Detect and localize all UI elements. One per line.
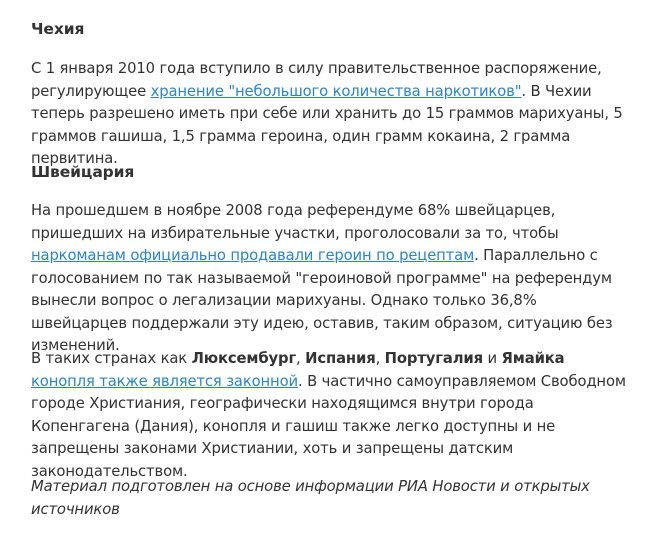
paragraph-czech (31, 58, 631, 171)
czech-text-after: . В Чехии теперь разрешено иметь при себе или хранить до 15 граммов марихуаны, 5 граммов гашиша, 1,5 грамма героина, один грамм кокаина, 2 грамма первитина. (31, 82, 623, 167)
link-heroin-prescriptions[interactable]: наркоманам официально продавали героин по рецептам (31, 247, 475, 264)
paragraph-switzerland (31, 200, 631, 358)
section-heading-switzerland: Швейцария (31, 163, 135, 181)
country-spain: Испания (305, 350, 376, 367)
link-small-quantity-drugs[interactable]: хранение "небольшого количества наркотиков" (150, 82, 522, 100)
link-cannabis-legal[interactable]: конопля также является законной (31, 372, 298, 390)
section-heading-czech: Чехия (31, 20, 85, 38)
country-portugal: Португалия (384, 350, 483, 367)
paragraph-other-countries (31, 348, 631, 483)
czech-text-before: С 1 января 2010 года вступило в силу правительственное распоряжение, регулирующее (31, 60, 602, 100)
country-luxembourg: Люксембург (191, 350, 297, 367)
separator: , (296, 350, 306, 367)
other-intro: В таких странах как (31, 350, 192, 367)
swiss-text-after: . Параллельно с голосованием по так называемой "героиновой программе" на референдум вынесли вопрос о легализации марихуаны. Однако только 36,8% швейцарцев поддержали эту идею, оставив, таким образом, ситуацию без изменений. (31, 247, 613, 354)
separator: и (482, 350, 502, 367)
source-note-text: Материал подготовлен на основе информации РИА Новости и открытых источников (31, 478, 590, 518)
swiss-text-before: На прошедшем в ноябре 2008 года референдуме 68% швейцарцев, пришедших на избирательные участки, проголосовали за то, чтобы (31, 202, 559, 242)
separator: , (375, 350, 385, 367)
country-jamaica: Ямайка (501, 350, 565, 367)
other-text-after: . В частично самоуправляемом Свободном городе Христиания, географически находящимся внутри города Копенгагена (Дания), конопля и гашиш также легко доступны и не запрещены законами Христиании, хоть и запрещены датским законодательством. (31, 372, 626, 480)
source-note (31, 476, 631, 521)
